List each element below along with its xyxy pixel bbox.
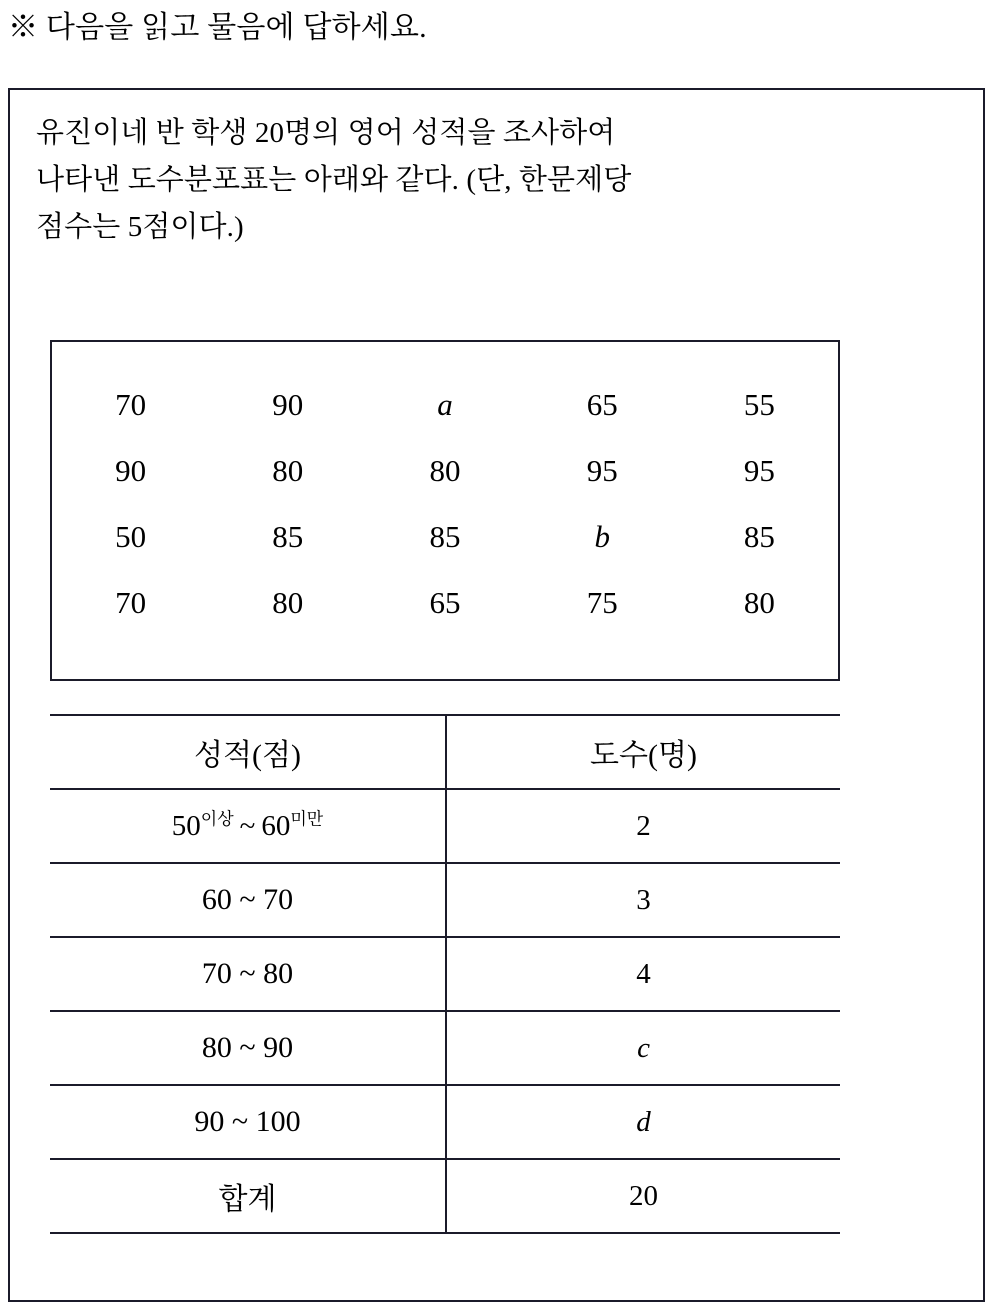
passage-line-3-part-a: 점수는 [36,210,128,243]
frequency-table [50,714,840,1234]
score-cell: 85 [743,519,775,554]
score-cell: 95 [743,453,775,488]
table-row [50,863,840,937]
score-cell: 70 [115,585,147,620]
score-cell: 75 [586,585,618,620]
total-frequency: 20 [446,1159,840,1233]
frequency-cell: 2 [446,789,840,863]
score-cell: 50 [115,519,147,554]
score-cell: 80 [429,453,461,488]
passage-line-1-number: 20 [254,117,285,149]
table-row [50,1085,840,1159]
total-label: 합계 [50,1159,446,1233]
range-cell: 80 ~ 90 [50,1011,446,1085]
score-cell-variable-b: b [594,519,610,554]
score-cell: 85 [429,519,461,554]
passage-box [8,88,985,1302]
frequency-cell: 4 [446,937,840,1011]
score-cell: 65 [429,585,461,620]
column-header-frequency: 도수(명) [446,715,840,789]
range-high: 60 [261,809,291,842]
passage-line-3 [36,204,936,251]
scores-grid [52,372,838,636]
range-cell: 90 ~ 100 [50,1085,446,1159]
passage-line-3-part-b: 점이다.) [142,210,244,243]
passage-line-1 [36,110,936,157]
score-cell: 90 [272,387,304,422]
score-cell: 90 [115,453,147,488]
score-cell: 85 [272,519,304,554]
table-header-row [50,715,840,789]
passage-line-3-number: 5 [127,210,143,243]
score-cell: 55 [743,387,775,422]
passage-text [36,110,936,251]
range-cell-first [50,789,446,863]
range-low: 50 [171,809,201,842]
instruction-line [8,8,427,49]
range-cell: 60 ~ 70 [50,863,446,937]
score-cell: 70 [115,387,147,422]
table-row [50,1011,840,1085]
table-total-row [50,1159,840,1233]
range-high-sup: 미만 [290,808,324,828]
score-cell: 80 [272,585,304,620]
score-cell: 80 [743,585,775,620]
score-cell: 80 [272,453,304,488]
frequency-cell-variable-d: d [446,1085,840,1159]
frequency-cell: 3 [446,863,840,937]
range-tilde: ~ [239,809,256,842]
frequency-cell-variable-c: c [446,1011,840,1085]
passage-line-1-part-b: 명의 영어 성적을 조사하여 [284,117,616,149]
score-cell: 65 [586,387,618,422]
table-row [50,789,840,863]
instruction-text: ※ 다음을 읽고 물음에 답하세요. [8,11,427,44]
passage-line-1-part-a: 유진이네 반 학생 [36,117,255,149]
table-row [50,937,840,1011]
score-cell: 95 [586,453,618,488]
passage-line-2: 나타낸 도수분포표는 아래와 같다. (단, 한문제당 [36,163,632,196]
scores-box [50,340,840,681]
score-cell-variable-a: a [437,387,453,422]
column-header-score: 성적(점) [50,715,446,789]
range-low-sup: 이상 [200,808,234,828]
range-cell: 70 ~ 80 [50,937,446,1011]
